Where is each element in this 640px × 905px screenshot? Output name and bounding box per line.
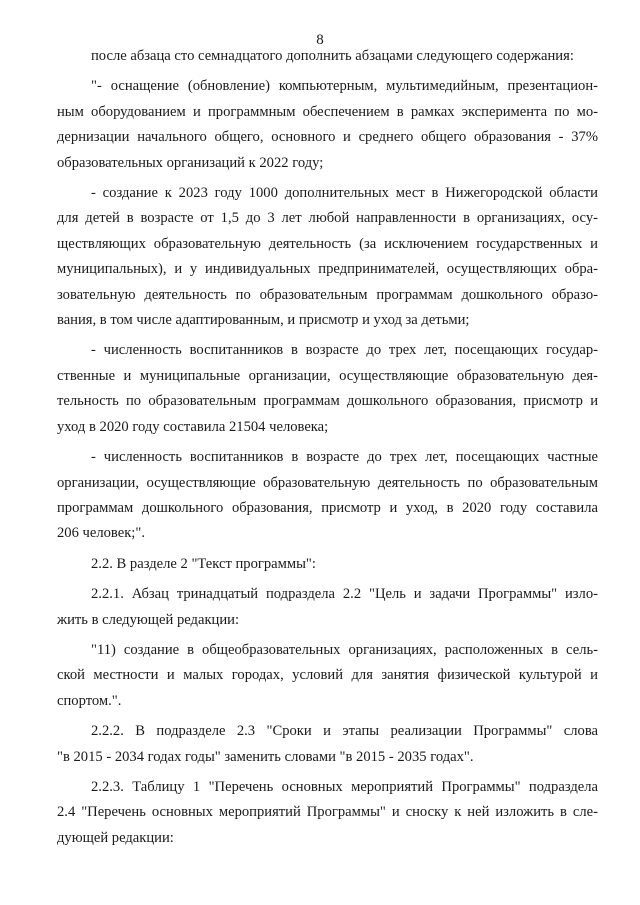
text-line: - численность воспитанников в возрасте до трех лет, посещающих государ-	[91, 342, 598, 359]
paragraph-spacer	[91, 851, 598, 856]
text-line: ственные и муниципальные организации, осуществляющие образовательную дея-	[57, 367, 598, 384]
text-line: 2.2.1. Абзац тринадцатый подраздела 2.2 "Цель и задачи Программы" изло-	[91, 586, 598, 603]
text-line: ской местности и малых городах, условий для занятия физической культурой и	[57, 667, 598, 684]
text-line: ным оборудованием и программным обеспечением в рамках эксперимента по мо-	[57, 103, 598, 120]
text-line: программам дошкольного образования, присмотр и уход, в 2020 году составила	[57, 499, 598, 516]
page-number: 8	[316, 32, 324, 48]
text-line: дернизации начального общего, основного и среднего общего образования - 37%	[57, 129, 598, 146]
text-line: "- оснащение (обновление) компьютерным, мультимедийным, презентацион-	[91, 78, 598, 95]
text-line: уход в 2020 году составила 21504 человека;	[57, 418, 329, 435]
paragraph	[91, 44, 598, 69]
text-line: вания, в том числе адаптированным, и присмотр и уход за детьми;	[57, 312, 470, 329]
text-line: спортом.".	[57, 692, 122, 709]
text-line: муниципальных), и у индивидуальных предпринимателей, осуществляющих обра-	[57, 261, 598, 278]
paragraph	[57, 719, 598, 770]
paragraph	[57, 582, 598, 633]
text-line: "11) создание в общеобразовательных организациях, расположенных в сель-	[91, 641, 598, 658]
text-line: - создание к 2023 году 1000 дополнительных мест в Нижегородской области	[91, 185, 598, 202]
text-line: дующей редакции:	[57, 829, 174, 846]
text-line: 2.2. В разделе 2 "Текст программы":	[91, 555, 316, 572]
text-line: 2.4 "Перечень основных мероприятий Программы" и сноску к ней изложить в сле-	[57, 804, 598, 821]
paragraph	[57, 775, 598, 851]
paragraph	[57, 445, 598, 547]
text-line: после абзаца сто семнадцатого дополнить абзацами следующего содержания:	[91, 48, 574, 64]
text-line: 2.2.3. Таблицу 1 "Перечень основных мероприятий Программы" подраздела	[91, 778, 598, 795]
paragraph	[57, 638, 598, 714]
text-line: - численность воспитанников в возрасте до трех лет, посещающих частные	[91, 449, 598, 466]
text-line: 2.2.2. В подразделе 2.3 "Сроки и этапы реализации Программы" слова	[91, 723, 598, 740]
text-line: зовательную деятельность по образовательным программам дошкольного образо-	[57, 286, 598, 303]
text-line: образовательных организаций к 2022 году;	[57, 154, 324, 171]
text-line: организации, осуществляющие образовательную деятельность по образовательным	[57, 474, 598, 491]
text-line: для детей в возрасте от 1,5 до 3 лет любой направленности в организациях, осу-	[57, 210, 598, 227]
paragraph	[91, 552, 598, 577]
paragraph	[57, 74, 598, 176]
text-line: 206 человек;".	[57, 525, 145, 542]
paragraph	[57, 338, 598, 440]
text-line: ществляющих образовательную деятельность (за исключением государственных и	[57, 235, 598, 252]
document-body	[57, 44, 598, 856]
text-line: тельность по образовательным программам дошкольного образования, присмотр и	[57, 393, 598, 410]
text-line: жить в следующей редакции:	[57, 611, 240, 628]
paragraph	[57, 181, 598, 333]
text-line: "в 2015 - 2034 годах годы" заменить словами "в 2015 - 2035 годах".	[57, 748, 474, 765]
